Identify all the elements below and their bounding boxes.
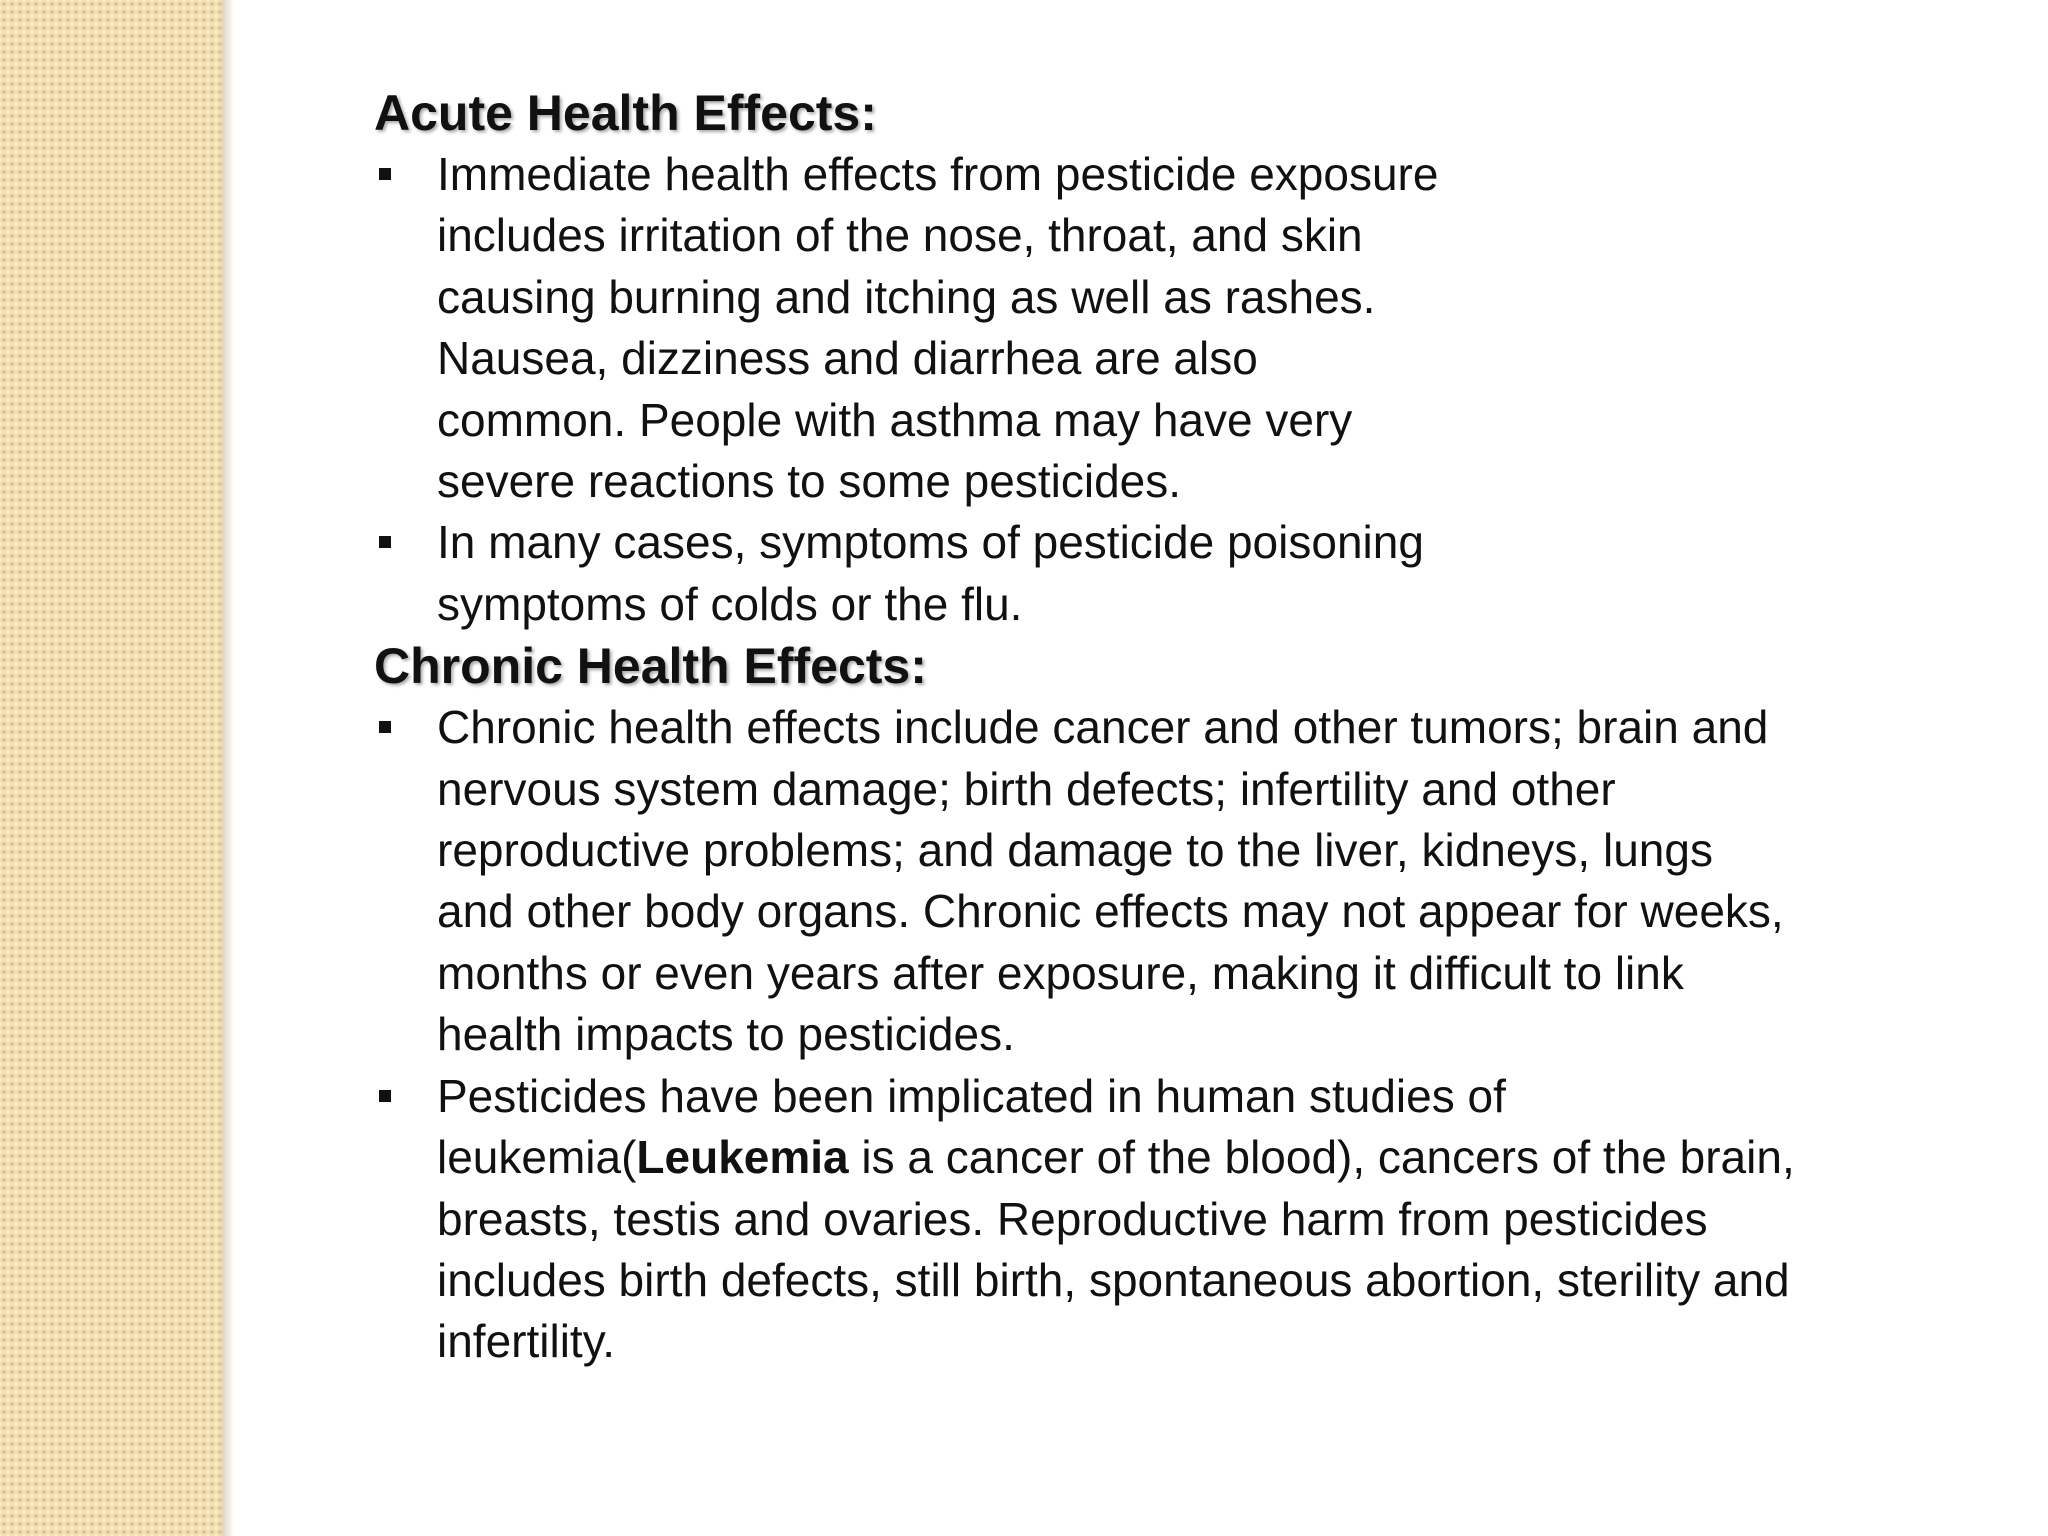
decorative-side-band: [0, 0, 222, 1536]
chronic-effects-list: [374, 697, 1795, 1372]
square-bullet-icon: [379, 536, 391, 548]
acute-effects-list: [374, 144, 1774, 635]
acute-effects-heading: Acute Health Effects:: [374, 85, 877, 141]
slide-content: [374, 82, 1795, 1373]
bullet-text: In many cases, symptoms of pesticide poisoning symptoms of colds or the flu.: [437, 516, 1424, 630]
list-item: [374, 1066, 1797, 1373]
square-bullet-icon: [379, 1090, 391, 1102]
list-item: [374, 697, 1797, 1065]
bullet-text-before: Pesticides have been implicated in human studies of leukemia(: [437, 1069, 1506, 1184]
bullet-text: Chronic health effects include cancer and other tumors; brain and nervous system damage; birth defects; infertility and other reproductive problems; and damage to the liver, kidneys, lungs and other body organs. Chronic effects may not appear for weeks, months or even years after exposure, making it difficult to link health impacts to pesticides.: [437, 701, 1784, 1061]
bullet-text: [437, 1070, 1795, 1368]
list-item: [374, 144, 1447, 512]
leukemia-term: Leukemia: [636, 1131, 849, 1184]
bullet-text-after: is a cancer of the blood), cancers of the brain, breasts, testis and ovaries. Reproductive harm from pesticides includes birth defects, still birth, spontaneous abortion, sterility and infertility.: [437, 1131, 1795, 1368]
chronic-effects-heading: Chronic Health Effects:: [374, 638, 927, 695]
side-band-shadow: [222, 0, 234, 1536]
square-bullet-icon: [379, 721, 391, 733]
bullet-text: Immediate health effects from pesticide exposure includes irritation of the nose, throat, and skin causing burning and itching as well as rashes. Nausea, dizziness and diarrhea are also common. People with asthma may have very severe reactions to some pesticides.: [437, 148, 1439, 508]
list-item: [374, 512, 1447, 635]
square-bullet-icon: [379, 168, 391, 180]
